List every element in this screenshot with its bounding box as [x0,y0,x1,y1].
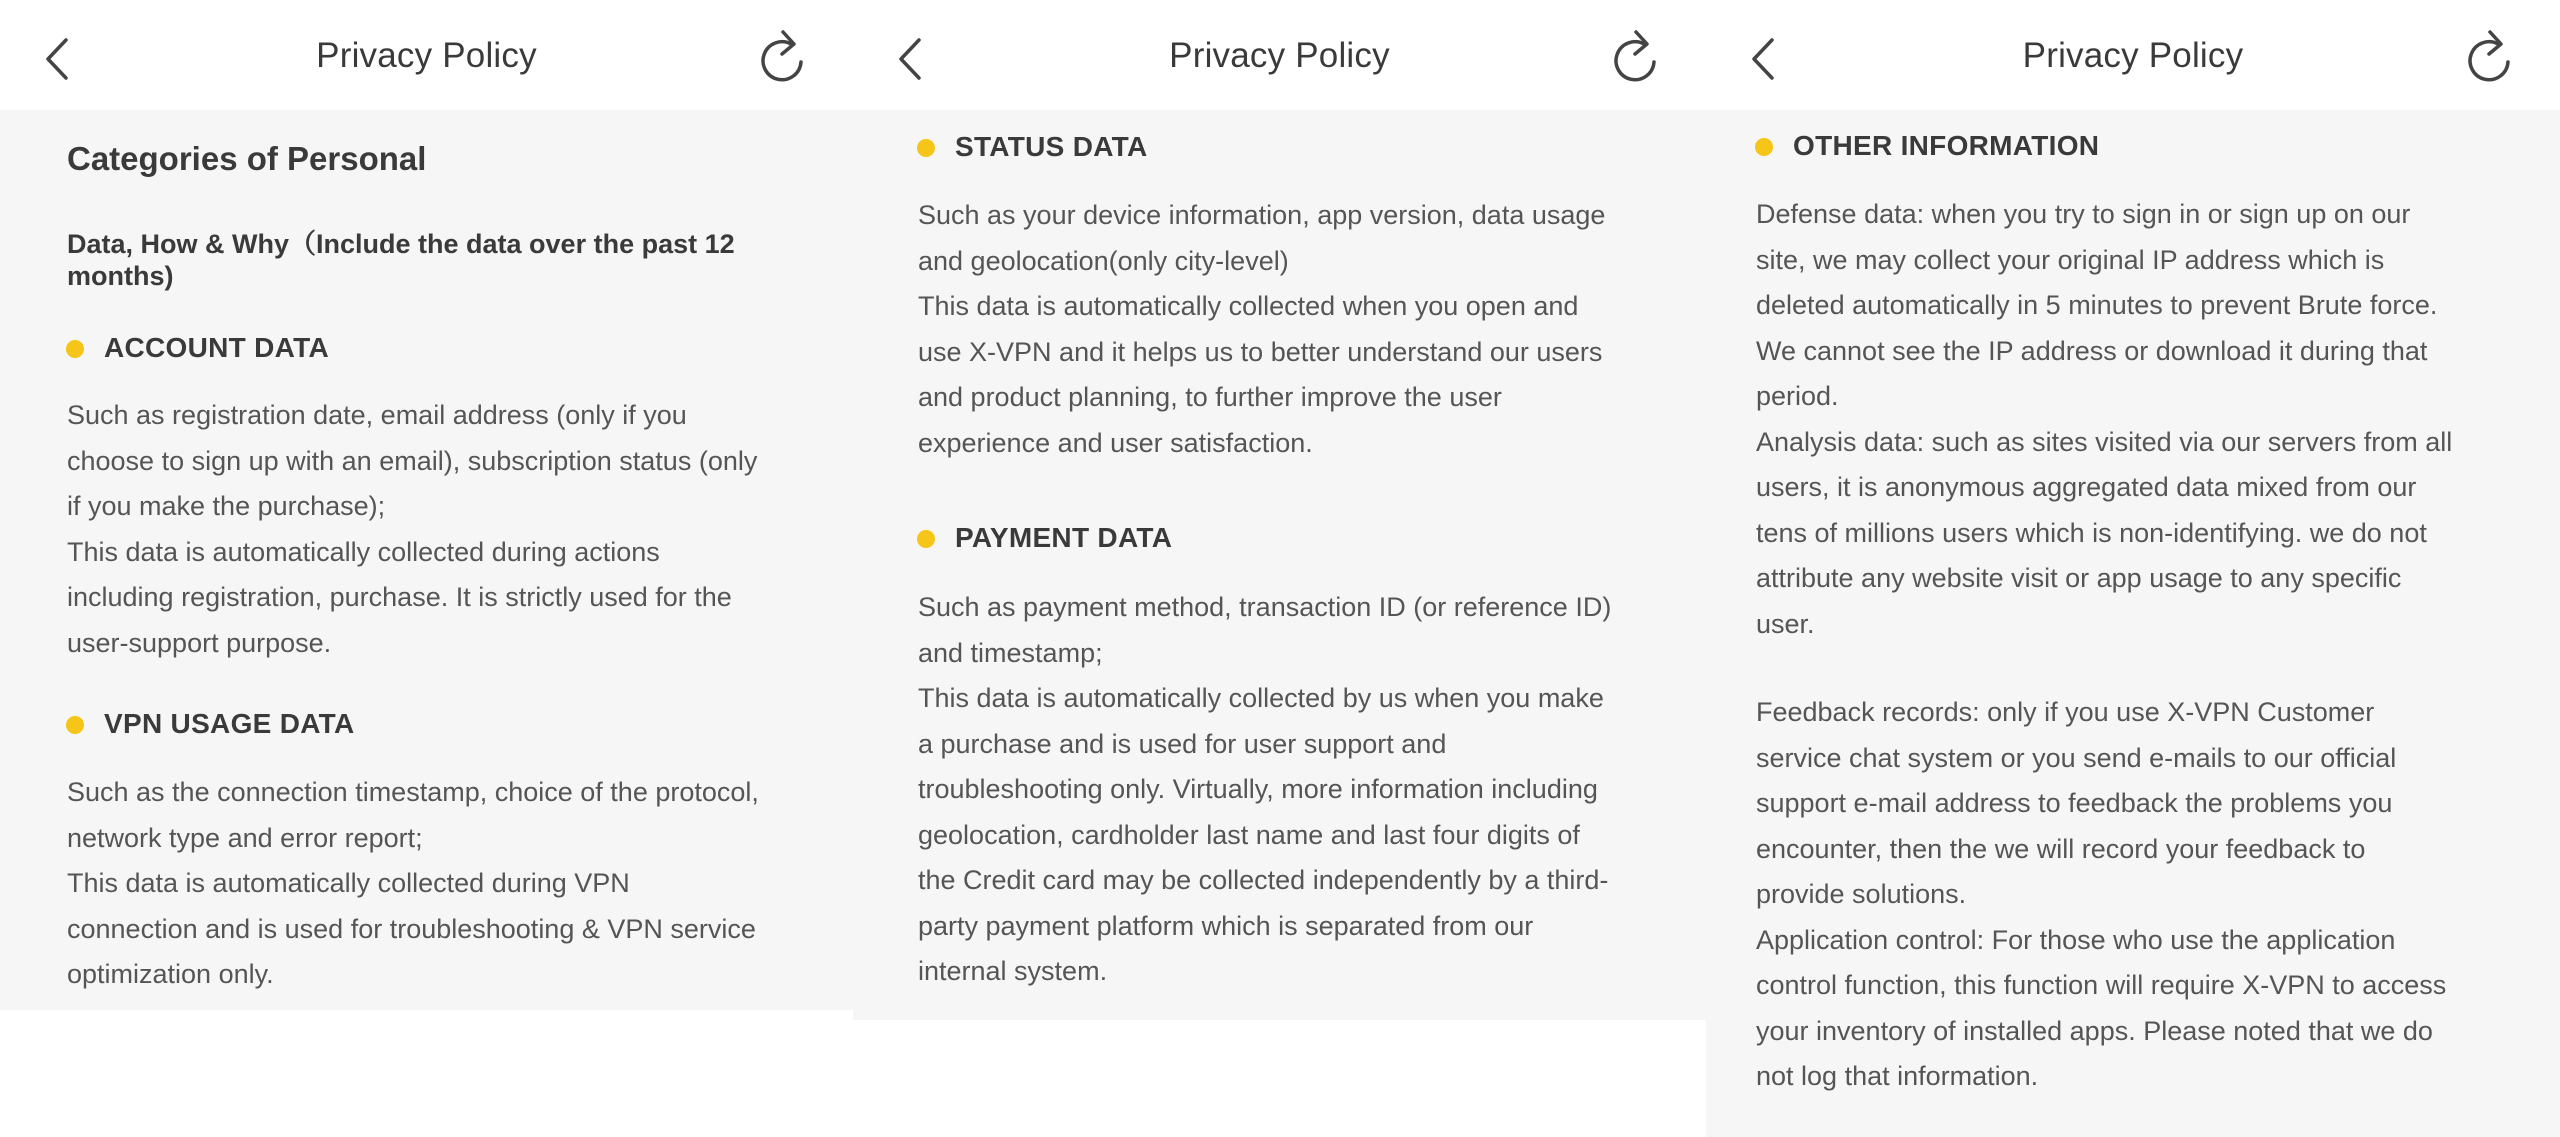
bullet-dot [66,716,84,734]
policy-content: STATUS DATA Such as your device information, app version, data usage and geolocation(only city-level) This data is automatically collected when you open and use X-VPN and it helps us to better understand our users and product planning, to further improve the user experience and user satisfaction. PAYMENT DATA Such as payment method, transaction ID (or reference ID) and timestamp; This data is automatically collected by us when you make a purchase and is used for user support and troubleshooting only. Virtually, more information including geolocation, cardholder last name and last four digits of the Credit card may be collected independently by a third- party payment platform which is separated from our internal system. [853,110,1706,1020]
screen-panel-3 [1706,0,2560,1137]
reload-button[interactable] [1606,22,1666,90]
bullet-dot [917,139,935,157]
bullet-dot [66,340,84,358]
screen-panel-1 [0,0,853,1137]
other-information-text-continued: Feedback records: only if you use X-VPN Customer service chat system or you send e-mails to our official support e-mail address to feedback the problems you encounter, then the we will record your feedback to provide solutions. Application control: For those who use the application control function, this function will require X-VPN to access your inventory of installed apps. Please noted that we do not log that information. [1756,697,2447,1091]
reload-button[interactable] [2460,22,2520,90]
page-title: Privacy Policy [1169,36,1390,75]
reload-button[interactable] [753,22,813,90]
screen-panel-2 [853,0,1706,1137]
status-data-text: Such as your device information, app version, data usage and geolocation(only city-level) This data is automatically collected when you open and use X-VPN and it helps us to better understand our users and product planning, to further improve the user experience and user satisfaction. [918,200,1606,458]
other-information-text: Defense data: when you try to sign in or sign up on our site, we may collect your original IP address which is deleted automatically in 5 minutes to prevent Brute force. We cannot see the IP address or download it during that period. Analysis data: such as sites visited via our servers from all users, it is anonymous aggregated data mixed from our tens of millions users which is non-identifying. we do not attribute any website visit or app usage to any specific user. [1756,199,2453,639]
page-title: Privacy Policy [316,36,537,75]
nav-header [853,0,1706,110]
policy-content: Categories of Personal Data, How & Why（Include the data over the past 12 months) ACCOUNT DATA Such as registration date, email address (only if you choose to sign up with an email), subscription status (only if you make the purchase); This data is automatically collected during actions including registration, purchase. It is strictly used for the user-support purpose. VPN USAGE DATA Such as the connection timestamp, choice of the protocol, network type and error report; This data is automatically collected during VPN connection and is used for troubleshooting & VPN service optimization only. [0,110,853,1010]
payment-data-text: Such as payment method, transaction ID (or reference ID) and timestamp; This data is automatically collected by us when you make a purchase and is used for user support and troubleshooting only. Virtually, more information including geolocation, cardholder last name and last four digits of the Credit card may be collected independently by a third- party payment platform which is separated from our internal system. [918,592,1612,986]
refresh-icon [2460,22,2520,90]
refresh-icon [753,22,813,90]
nav-header [1706,0,2560,110]
refresh-icon [1606,22,1666,90]
bullet-dot [917,530,935,548]
page-title: Privacy Policy [2022,36,2244,75]
policy-content: OTHER INFORMATION Defense data: when you try to sign in or sign up on our site, we may collect your original IP address which is deleted automatically in 5 minutes to prevent Brute force. We cannot see the IP address or download it during that period. Analysis data: such as sites visited via our servers from all users, it is anonymous aggregated data mixed from our tens of millions users which is non-identifying. we do not attribute any website visit or app usage to any specific user. Feedback records: only if you use X-VPN Customer service chat system or you send e-mails to our official support e-mail address to feedback the problems you encounter, then the we will record your feedback to provide solutions. Application control: For those who use the application control function, this function will require X-VPN to access your inventory of installed apps. Please noted that we do not log that information. [1706,110,2560,1137]
section-heading: Categories of Personal [67,140,427,177]
bullet-dot [1755,138,1773,156]
section-subheading: Data, How & Why（Include the data over the past 12 months) [67,229,735,291]
vpn-usage-data-text: Such as the connection timestamp, choice of the protocol, network type and error report; This data is automatically collected during VPN connection and is used for troubleshooting & VPN service optimization only. [67,777,759,989]
nav-header [0,0,853,110]
account-data-text: Such as registration date, email address (only if you choose to sign up with an email), subscription status (only if you make the purchase); This data is automatically collected during actions including registration, purchase. It is strictly used for the user-support purpose. [67,400,758,658]
